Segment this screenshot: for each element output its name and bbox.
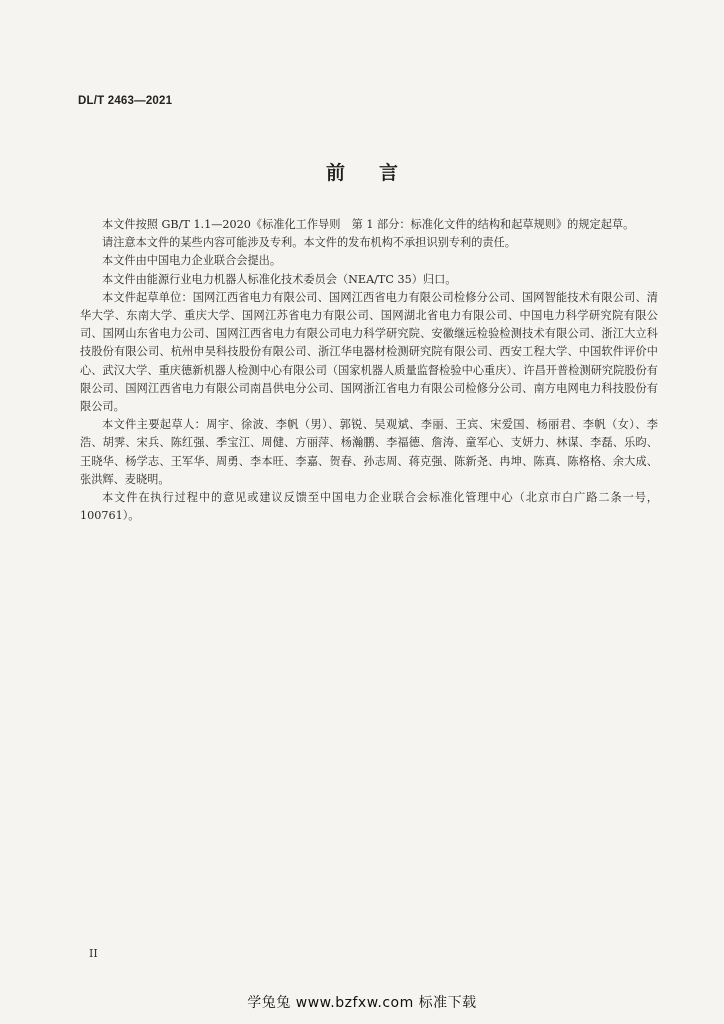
paragraph-drafting-rules: 本文件按照 GB/T 1.1—2020《标准化工作导则 第 1 部分：标准化文件的结构和起草规则》的规定起草。 <box>102 218 635 231</box>
paragraph-proposed-by: 本文件由中国电力企业联合会提出。 <box>102 254 282 268</box>
paragraph-centralized-by: 本文件由能源行业电力机器人标准化技术委员会（NEA/TC 35）归口。 <box>102 272 457 286</box>
foreword-body <box>80 216 658 525</box>
paragraph-drafters: 本文件主要起草人：周宇、徐波、李帆（男）、郭锐、吴观斌、李丽、王宾、宋爱国、杨丽君、李帆（女）、李浩、胡霁、宋兵、陈红强、季宝江、周健、方丽萍、杨瀚鹏、李福德、詹涛、童军心、支妍力、林谋、李磊、乐昀、王晓华、杨学志、王军华、周勇、李本旺、李嘉、贺春、孙志周、蒋克强、陈新尧、冉坤、陈真、陈格格、余大成、张洪辉、麦晓明。 <box>80 418 658 486</box>
document-code: DL/T 2463—2021 <box>78 95 173 107</box>
paragraph-patent-notice: 请注意本文件的某些内容可能涉及专利。本文件的发布机构不承担识别专利的责任。 <box>102 236 516 250</box>
page-number: II <box>89 947 98 960</box>
site-watermark: 学兔兔 www.bzfxw.com 标准下载 <box>247 995 477 1011</box>
page-title: 前言 <box>325 162 432 184</box>
paragraph-drafting-units: 本文件起草单位：国网江西省电力有限公司、国网江西省电力有限公司检修分公司、国网智能技术有限公司、清华大学、东南大学、重庆大学、国网江苏省电力有限公司、国网湖北省电力有限公司、中国电力科学研究院有限公司、国网山东省电力公司、国网江西省电力有限公司电力科学研究院、安徽继远检验检测技术有限公司、浙江大立科技股份有限公司、杭州申昊科技股份有限公司、浙江华电器材检测研究院有限公司、西安工程大学、中国软件评价中心、武汉大学、重庆德新机器人检测中心有限公司（国家机器人质量监督检验中心重庆）、许昌开普检测研究院股份有限公司、国网江西省电力有限公司南昌供电分公司、国网浙江省电力有限公司检修分公司、南方电网电力科技股份有限公司。 <box>80 290 658 414</box>
paragraph-feedback: 本文件在执行过程中的意见或建议反馈至中国电力企业联合会标准化管理中心（北京市白广路二条一号，100761）。 <box>80 491 658 523</box>
